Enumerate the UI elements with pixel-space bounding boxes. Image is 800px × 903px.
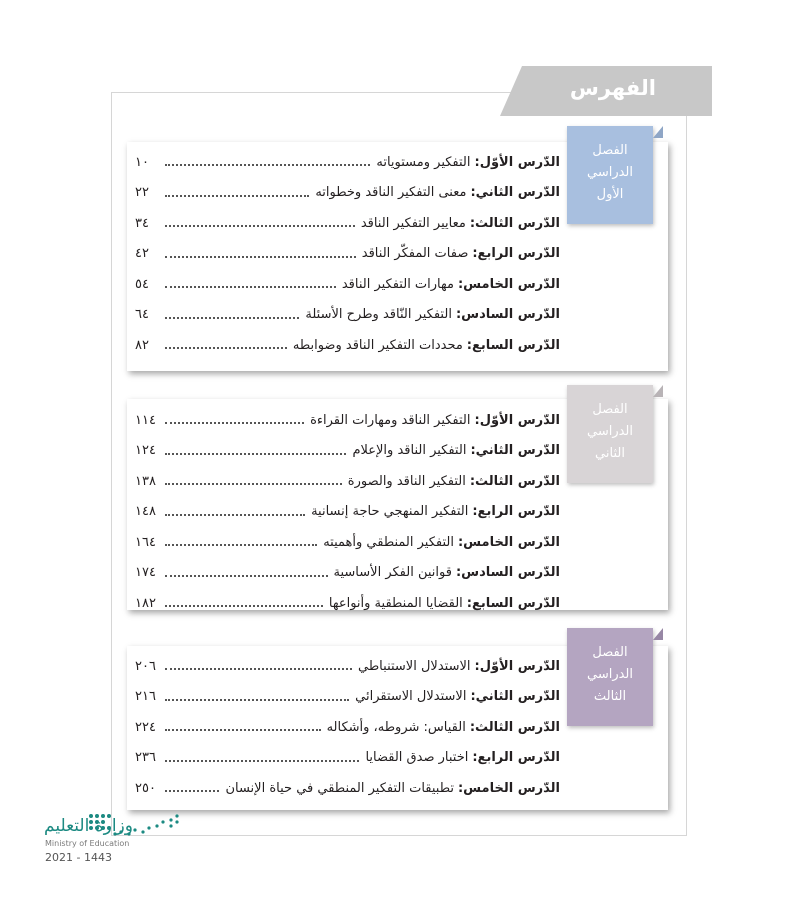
page-number: ٢٠٦ — [135, 658, 156, 674]
tab-line: الثالث — [593, 689, 627, 704]
dot-leader — [165, 575, 328, 577]
dot-leader — [165, 286, 336, 288]
lesson-label: الدّرس الأوّل: — [474, 154, 560, 170]
lesson-label: الدّرس السابع: — [466, 337, 560, 353]
page-number: ٤٢ — [135, 246, 149, 262]
page-number: ٢٢ — [135, 185, 149, 201]
dot-leader — [165, 544, 317, 546]
dot-leader — [165, 729, 321, 731]
toc-entry[interactable] — [135, 682, 560, 713]
lesson-title: قوانين الفكر الأساسية — [333, 565, 452, 581]
tab-line: الدراسي — [586, 424, 633, 439]
toc-entry[interactable] — [135, 405, 560, 436]
page-title: الفهرس — [569, 76, 656, 100]
tab-line: الدراسي — [586, 165, 633, 180]
toc-entry[interactable] — [135, 651, 560, 682]
dot-leader — [165, 256, 356, 258]
lesson-label: الدّرس الرابع: — [472, 246, 560, 262]
toc-entry[interactable] — [135, 527, 560, 558]
lesson-title: التفكير المنطقي وأهميته — [323, 534, 454, 550]
page-number: ٢١٦ — [135, 689, 156, 705]
semester-1-lessons — [135, 147, 560, 361]
tab-line: الفصل — [592, 402, 628, 417]
lesson-label: الدّرس الأوّل: — [474, 658, 560, 674]
semester-3-tab — [567, 628, 653, 726]
dot-leader — [165, 317, 299, 319]
semester-2-tab — [567, 385, 653, 483]
edition-year: 2021 - 1443 — [45, 851, 112, 864]
lesson-title: معايير التفكير الناقد — [360, 215, 466, 231]
lesson-label: الدّرس السادس: — [455, 307, 560, 323]
page-number: ١٤٨ — [135, 504, 156, 520]
lesson-title: الاستدلال الاستقرائي — [355, 689, 467, 705]
lesson-title: التفكير ومستوياته — [376, 154, 471, 170]
page-number: ١٠ — [135, 154, 149, 170]
ministry-name-arabic: وزارة التعليم — [44, 816, 133, 836]
toc-entry[interactable] — [135, 269, 560, 300]
toc-entry[interactable] — [135, 436, 560, 467]
page-number: ٢٥٠ — [135, 780, 156, 796]
page-number: ١٢٤ — [135, 443, 156, 459]
lesson-label: الدّرس الرابع: — [472, 750, 560, 766]
dot-leader — [165, 195, 309, 197]
page-number: ٥٤ — [135, 276, 149, 292]
tab-fold — [653, 385, 663, 397]
lesson-label: الدّرس الثالث: — [469, 719, 560, 735]
lesson-label: الدّرس الثاني: — [470, 185, 560, 201]
toc-entry[interactable] — [135, 466, 560, 497]
lesson-title: محددات التفكير الناقد وضوابطه — [292, 337, 463, 353]
toc-entry[interactable] — [135, 712, 560, 743]
dot-leader — [165, 760, 359, 762]
toc-entry[interactable] — [135, 497, 560, 528]
lesson-label: الدّرس الثالث: — [469, 473, 560, 489]
lesson-title: اختبار صدق القضايا — [365, 750, 469, 766]
lesson-title: التفكير الناقد والإعلام — [352, 443, 467, 459]
page-number: ٢٣٦ — [135, 750, 156, 766]
page-number: ١٣٨ — [135, 473, 156, 489]
semester-1-tab — [567, 126, 653, 224]
tab-line: الفصل — [592, 645, 628, 660]
lesson-title: التفكير النّاقد وطرح الأسئلة — [305, 307, 452, 323]
lesson-title: القياس: شروطه، وأشكاله — [326, 719, 466, 735]
lesson-title: مهارات التفكير الناقد — [341, 276, 454, 292]
page-number: ٦٤ — [135, 307, 149, 323]
lesson-label: الدّرس الخامس: — [457, 276, 560, 292]
lesson-label: الدّرس الثاني: — [470, 689, 560, 705]
dot-leader — [165, 514, 305, 516]
dot-leader — [165, 699, 349, 701]
page-number: ٣٤ — [135, 215, 149, 231]
lesson-label: الدّرس الأوّل: — [474, 412, 560, 428]
page-number: ١٦٤ — [135, 534, 156, 550]
lesson-label: الدّرس الرابع: — [472, 504, 560, 520]
toc-entry[interactable] — [135, 147, 560, 178]
toc-entry[interactable] — [135, 239, 560, 270]
ministry-name-english: Ministry of Education — [45, 839, 130, 848]
toc-entry[interactable] — [135, 588, 560, 619]
lesson-title: التفكير الناقد ومهارات القراءة — [310, 412, 471, 428]
lesson-title: القضايا المنطقية وأنواعها — [328, 595, 463, 611]
dot-leader — [165, 422, 304, 424]
dot-leader — [165, 605, 323, 607]
tab-line: الفصل — [592, 143, 628, 158]
lesson-title: التفكير المنهجي حاجة إنسانية — [311, 504, 469, 520]
lesson-label: الدّرس السادس: — [455, 565, 560, 581]
lesson-title: تطبيقات التفكير المنطقي في حياة الإنسان — [225, 780, 454, 796]
lesson-label: الدّرس الخامس: — [457, 534, 560, 550]
page-number: ١١٤ — [135, 412, 156, 428]
page-number: ٨٢ — [135, 337, 149, 353]
dot-leader — [165, 225, 355, 227]
dot-leader — [165, 164, 370, 166]
toc-entry[interactable] — [135, 208, 560, 239]
page-number: ١٧٤ — [135, 565, 156, 581]
lesson-title: التفكير الناقد والصورة — [347, 473, 466, 489]
dot-leader — [165, 483, 342, 485]
tab-line: الأول — [596, 187, 624, 202]
lesson-label: الدّرس الثالث: — [469, 215, 560, 231]
lesson-title: معنى التفكير الناقد وخطواته — [315, 185, 467, 201]
tab-fold — [653, 126, 663, 138]
tab-line: الثاني — [595, 446, 625, 461]
tab-fold — [653, 628, 663, 640]
lesson-label: الدّرس الخامس: — [457, 780, 560, 796]
lesson-label: الدّرس الثاني: — [470, 443, 560, 459]
dot-leader — [165, 668, 352, 670]
lesson-title: الاستدلال الاستنباطي — [358, 658, 471, 674]
toc-entry[interactable] — [135, 330, 560, 361]
lesson-title: صفات المفكّر الناقد — [361, 246, 469, 262]
semester-2-lessons — [135, 405, 560, 619]
toc-entry[interactable] — [135, 300, 560, 331]
dot-leader — [165, 347, 287, 349]
toc-entry[interactable] — [135, 178, 560, 209]
lesson-label: الدّرس السابع: — [466, 595, 560, 611]
toc-entry[interactable] — [135, 743, 560, 774]
page-number: ١٨٢ — [135, 595, 156, 611]
dot-leader — [165, 453, 346, 455]
page-number: ٢٢٤ — [135, 719, 156, 735]
index-title-banner — [500, 66, 712, 116]
tab-line: الدراسي — [586, 667, 633, 682]
toc-entry[interactable] — [135, 558, 560, 589]
